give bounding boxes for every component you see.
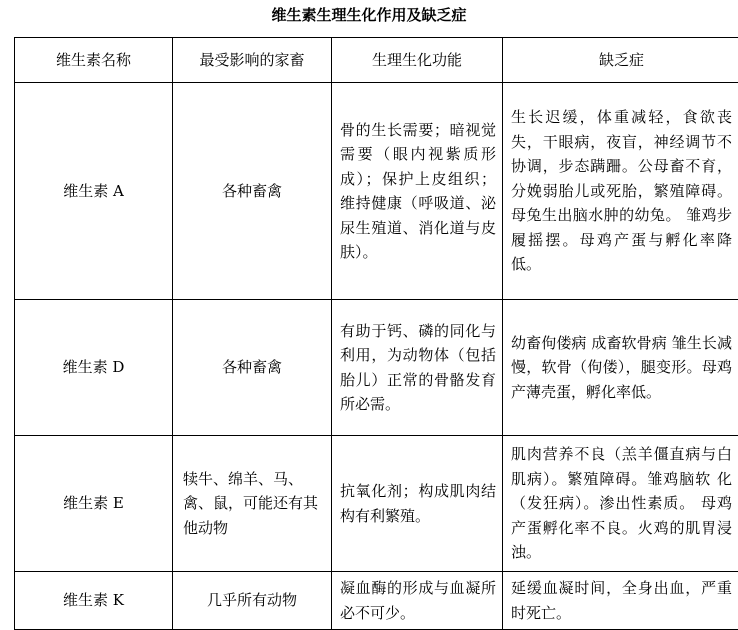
animals-cell: 几乎所有动物 [173, 572, 332, 630]
vitamin-name-cell: 维生素 K [15, 572, 173, 630]
deficiency-cell: 延缓血凝时间，全身出血，严重时死亡。 [503, 572, 738, 630]
animals-cell: 各种畜禽 [173, 300, 332, 436]
table-row [15, 572, 738, 630]
vitamin-table [14, 37, 738, 630]
animals-cell: 犊牛、绵羊、马、禽、鼠，可能还有其他动物 [173, 436, 332, 572]
header-physiological-function: 生理生化功能 [332, 38, 503, 83]
function-cell: 凝血酶的形成与血凝所必不可少。 [332, 572, 503, 630]
table-row [15, 83, 738, 300]
deficiency-cell: 肌肉营养不良（羔羊僵直病与白肌病）。繁殖障碍。雏鸡脑软 化（发狂病）。渗出性素质。 母鸡产蛋孵化率不良。火鸡的肌胃浸浊。 [503, 436, 738, 572]
deficiency-cell: 幼畜佝偻病 成畜软骨病 雏生长减慢，软骨（佝偻），腿变形。母鸡产薄壳蛋，孵化率低。 [503, 300, 738, 436]
vitamin-name-cell: 维生素 E [15, 436, 173, 572]
header-affected-livestock: 最受影响的家畜 [173, 38, 332, 83]
function-cell: 有助于钙、磷的同化与利用，为动物体（包括胎儿）正常的骨骼发育所必需。 [332, 300, 503, 436]
header-vitamin-name: 维生素名称 [15, 38, 173, 83]
deficiency-cell: 生长迟缓，体重减轻，食欲丧失，干眼病，夜盲，神经调节不协调，步态蹒跚。公母畜不育，分娩弱胎儿或死胎，繁殖障碍。母兔生出脑水肿的幼兔。 雏鸡步履摇摆。母鸡产蛋与孵化率降低。 [503, 83, 738, 300]
function-cell: 抗氧化剂；构成肌肉结构有利繁殖。 [332, 436, 503, 572]
vitamin-name-cell: 维生素 D [15, 300, 173, 436]
animals-cell: 各种畜禽 [173, 83, 332, 300]
table-title: 维生素生理生化作用及缺乏症 [0, 4, 738, 26]
table-row [15, 436, 738, 572]
table-row [15, 300, 738, 436]
vitamin-name-cell: 维生素 A [15, 83, 173, 300]
header-deficiency: 缺乏症 [503, 38, 738, 83]
function-cell: 骨的生长需要；暗视觉需要（眼内视紫质形成）；保护上皮组织；维持健康（呼吸道、泌尿生殖道、消化道与皮肤）。 [332, 83, 503, 300]
header-row [15, 38, 738, 83]
